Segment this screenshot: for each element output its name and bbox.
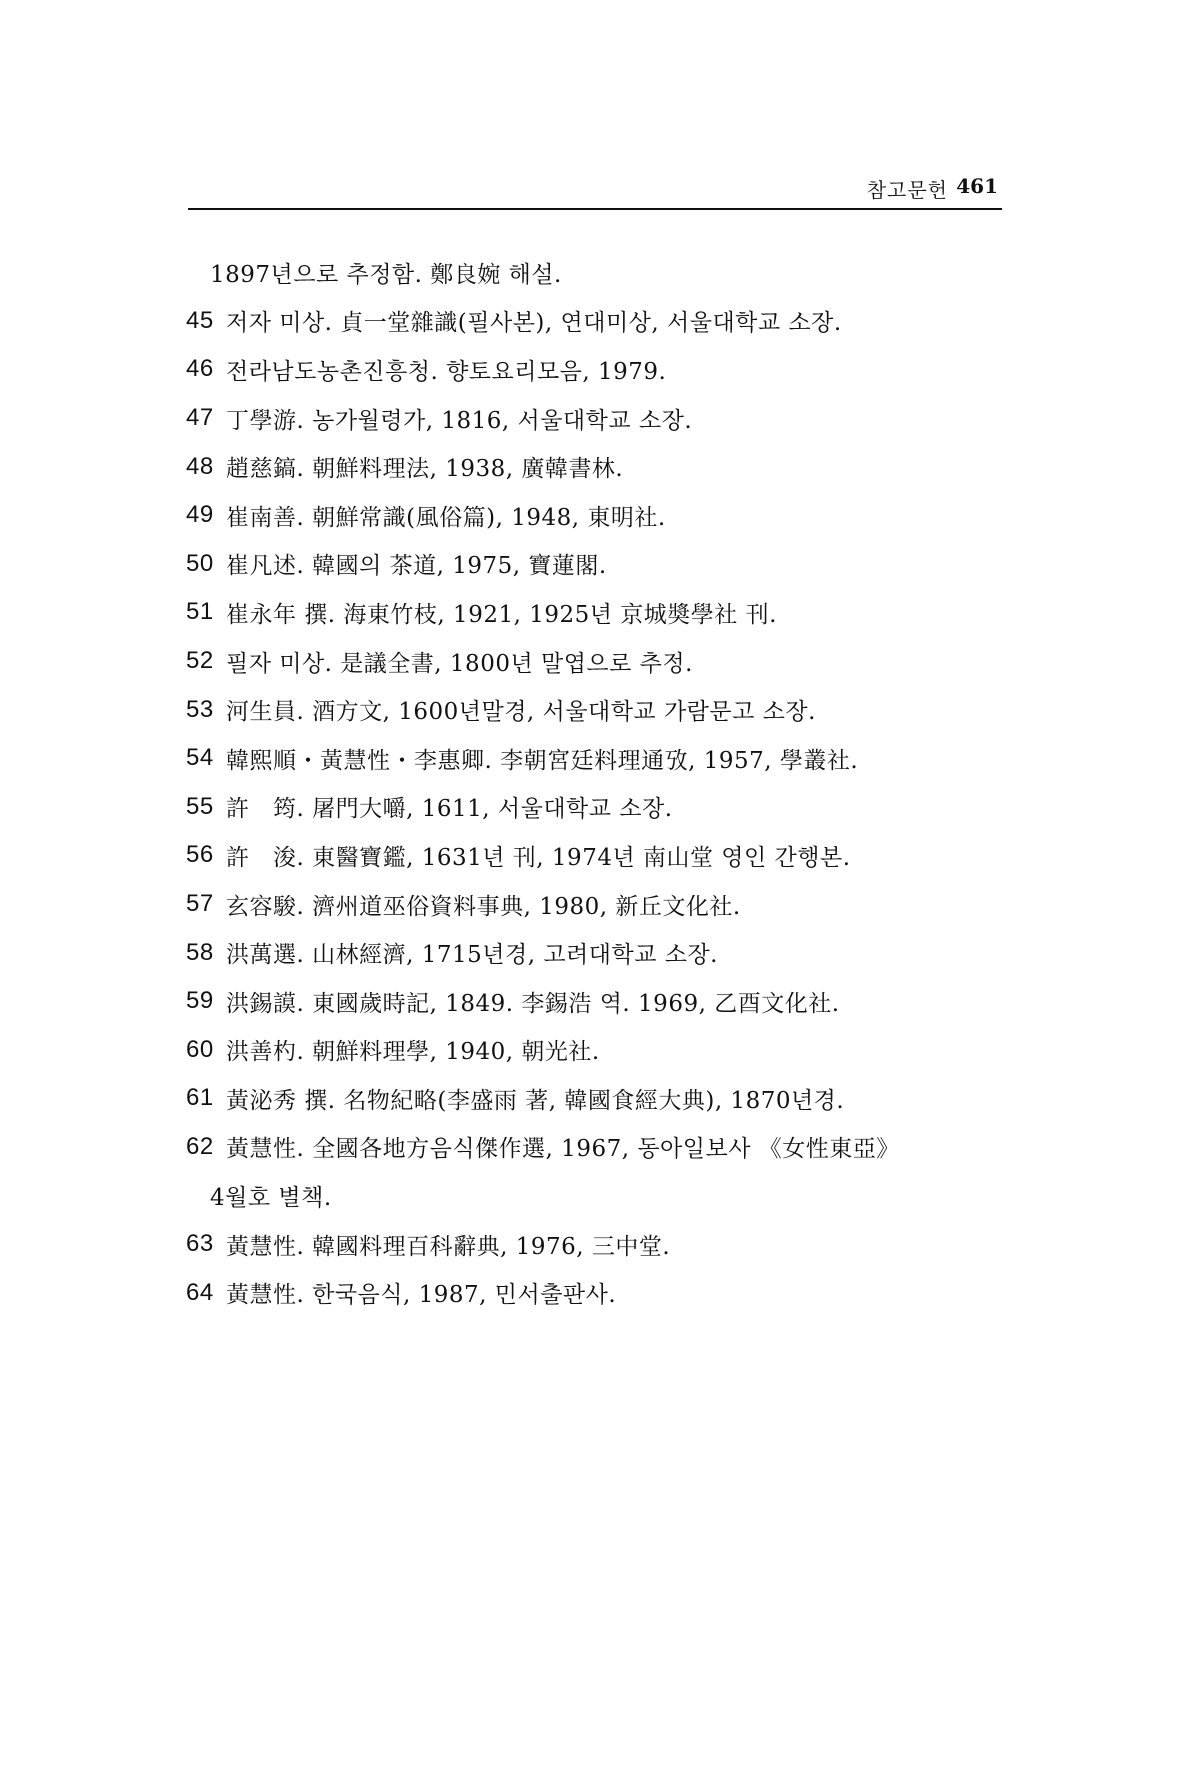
entry-number: 48 <box>186 452 214 480</box>
entry-number: 47 <box>186 404 214 432</box>
entry-text: 黃慧性. 全國各地方음식傑作選, 1967, 동아일보사 《女性東亞》 <box>226 1136 900 1163</box>
entry-number: 64 <box>186 1278 214 1306</box>
bibliography-entry <box>186 1268 1006 1317</box>
entry-number: 54 <box>186 744 214 772</box>
entry-number: 55 <box>186 792 214 820</box>
entry-number: 51 <box>186 598 214 626</box>
entry-text: 崔凡述. 韓國의 茶道, 1975, 寶蓮閣. <box>226 553 607 580</box>
page-number: 461 <box>956 174 998 198</box>
entry-number: 53 <box>186 695 214 723</box>
entry-number: 57 <box>186 890 214 918</box>
bibliography-entry <box>186 685 1006 734</box>
entry-number: 62 <box>186 1132 214 1160</box>
running-header <box>188 168 1002 210</box>
entry-number: 50 <box>186 549 214 577</box>
entry-text: 洪萬選. 山林經濟, 1715년경, 고려대학교 소장. <box>226 942 718 969</box>
bibliography-entry <box>186 880 1006 929</box>
bibliography-entry <box>186 977 1006 1026</box>
bibliography-entry <box>186 588 1006 637</box>
entry-text: 韓熙順・黃慧性・李惠卿. 李朝宮廷料理通攷, 1957, 學叢社. <box>226 747 859 774</box>
bibliography-entry <box>186 1026 1006 1075</box>
section-title: 참고문헌 <box>866 178 948 202</box>
entry-text: 崔永年 撰. 海東竹枝, 1921, 1925년 京城奬學社 刊. <box>226 601 777 628</box>
entry-text: 趙慈鎬. 朝鮮料理法, 1938, 廣韓書林. <box>226 456 624 483</box>
entry-number: 60 <box>186 1035 214 1063</box>
entry-text: 洪錫謨. 東國歲時記, 1849. 李錫浩 역. 1969, 乙酉文化社. <box>226 990 840 1017</box>
bibliography-entry <box>186 491 1006 540</box>
bibliography-entry <box>186 345 1006 394</box>
entry-number: 49 <box>186 501 214 529</box>
entry-number: 58 <box>186 938 214 966</box>
bibliography-list <box>186 248 1006 1317</box>
entry-number: 45 <box>186 306 214 334</box>
bibliography-entry-continuation <box>186 248 1006 297</box>
bibliography-entry <box>186 831 1006 880</box>
bibliography-entry <box>186 442 1006 491</box>
bibliography-entry <box>186 783 1006 832</box>
entry-text: 河生員. 酒方文, 1600년말경, 서울대학교 가람문고 소장. <box>226 699 816 726</box>
bibliography-entry <box>186 394 1006 443</box>
entry-text: 黃慧性. 韓國料理百科辭典, 1976, 三中堂. <box>226 1233 671 1260</box>
entry-number: 59 <box>186 987 214 1015</box>
bibliography-entry <box>186 928 1006 977</box>
entry-text: 1897년으로 추정함. 鄭良婉 해설. <box>210 261 562 288</box>
entry-text: 許 浚. 東醫寶鑑, 1631년 刊, 1974년 南山堂 영인 간행본. <box>226 844 851 871</box>
entry-text: 저자 미상. 貞一堂雜識(필사본), 연대미상, 서울대학교 소장. <box>226 310 842 337</box>
bibliography-entry <box>186 637 1006 686</box>
entry-text: 玄容駿. 濟州道巫俗資料事典, 1980, 新丘文化社. <box>226 893 741 920</box>
bibliography-entry-continuation <box>186 1171 1006 1220</box>
entry-number: 63 <box>186 1230 214 1258</box>
bibliography-entry <box>186 734 1006 783</box>
entry-number: 46 <box>186 355 214 383</box>
entry-number: 52 <box>186 647 214 675</box>
bibliography-entry <box>186 1074 1006 1123</box>
entry-text: 崔南善. 朝鮮常識(風俗篇), 1948, 東明社. <box>226 504 666 531</box>
entry-text: 黃泌秀 撰. 名物紀略(李盛雨 著, 韓國食經大典), 1870년경. <box>226 1087 845 1114</box>
entry-text: 전라남도농촌진흥청. 향토요리모음, 1979. <box>226 358 667 385</box>
entry-text: 4월호 별책. <box>210 1185 332 1212</box>
bibliography-entry <box>186 1220 1006 1269</box>
bibliography-entry <box>186 297 1006 346</box>
entry-text: 丁學游. 농가월령가, 1816, 서울대학교 소장. <box>226 407 693 434</box>
entry-text: 許 筠. 屠門大嚼, 1611, 서울대학교 소장. <box>226 796 673 823</box>
bibliography-entry <box>186 540 1006 589</box>
entry-text: 필자 미상. 是議全書, 1800년 말엽으로 추정. <box>226 650 693 677</box>
entry-text: 黃慧性. 한국음식, 1987, 민서출판사. <box>226 1282 617 1309</box>
entry-number: 61 <box>186 1084 214 1112</box>
entry-number: 56 <box>186 841 214 869</box>
bibliography-entry <box>186 1123 1006 1172</box>
entry-text: 洪善杓. 朝鮮料理學, 1940, 朝光社. <box>226 1039 600 1066</box>
